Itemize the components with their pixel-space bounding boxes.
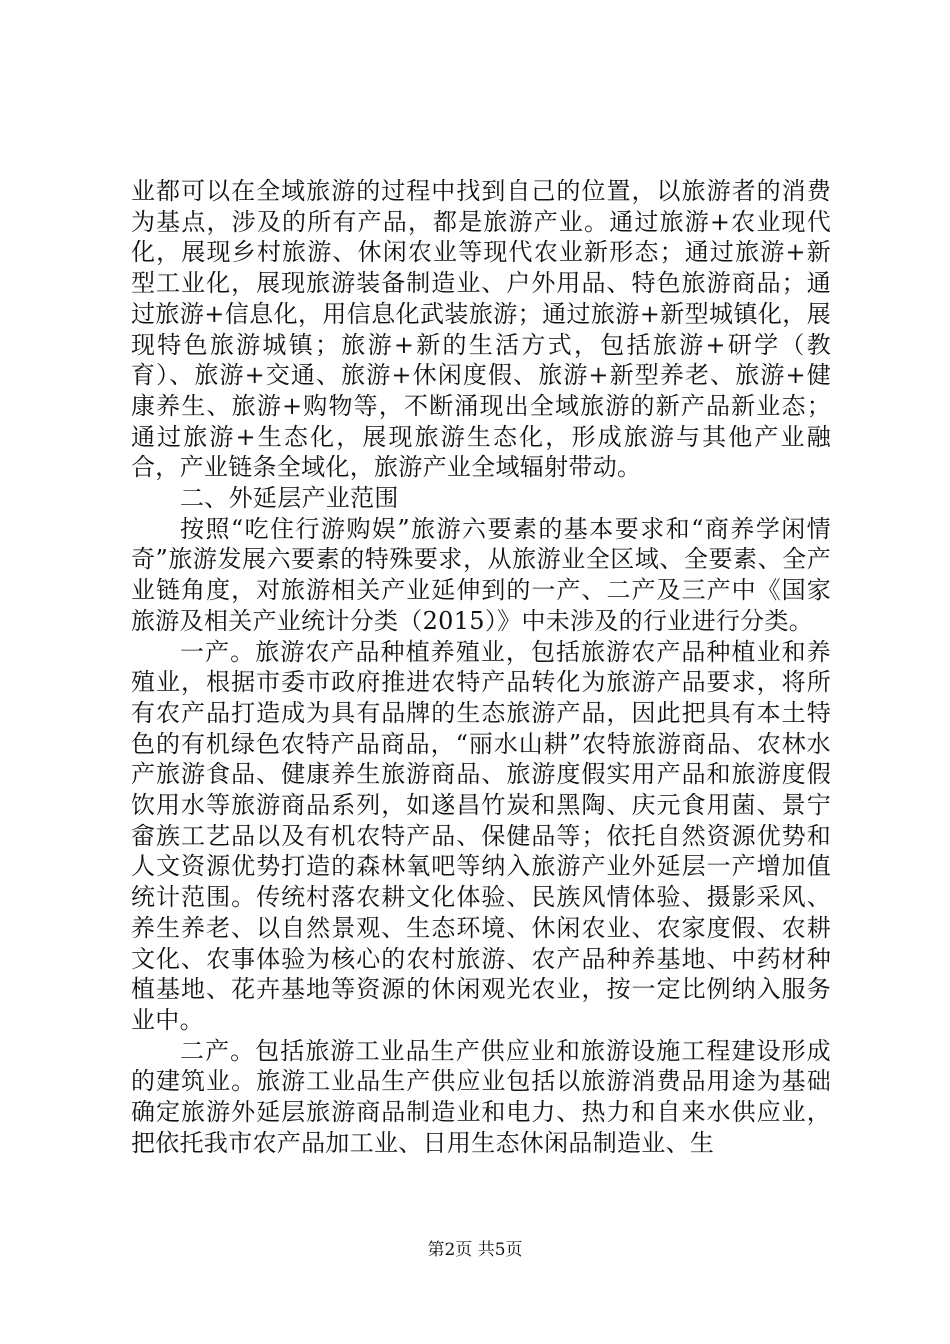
paragraph-secondary-industry: 二产。包括旅游工业品生产供应业和旅游设施工程建设形成的建筑业。旅游工业品生产供应业包括以旅游消费品用途为基础确定旅游外延层旅游商品制造业和电力、热力和自来水供应业，把依托我市农产品加工业、日用生态休闲品制造业、生 [131, 1036, 831, 1157]
document-body [131, 176, 831, 1159]
page-footer: 第2页 共5页 [427, 1240, 523, 1260]
paragraph-primary-industry: 一产。旅游农产品种植养殖业，包括旅游农产品种植业和养殖业，根据市委市政府推进农特产品转化为旅游产品要求，将所有农产品打造成为具有品牌的生态旅游产品，因此把具有本土特色的有机绿色农特产品商品，“丽水山耕”农特旅游商品、农林水产旅游食品、健康养生旅游商品、旅游度假实用产品和旅游度假饮用水等旅游商品系列，如遂昌竹炭和黑陶、庆元食用菌、景宁畲族工艺品以及有机农特产品、保健品等；依托自然资源优势和人文资源优势打造的森林氧吧等纳入旅游产业外延层一产增加值统计范围。传统村落农耕文化体验、民族风情体验、摄影采风、养生养老、以自然景观、生态环境、休闲农业、农家度假、农耕文化、农事体验为核心的农村旅游、农产品种养基地、中药材种植基地、花卉基地等资源的休闲观光农业，按一定比例纳入服务业中。 [131, 637, 831, 1034]
section-heading: 二、外延层产业范围 [180, 484, 399, 513]
paragraph-scope-intro: 按照“吃住行游购娱”旅游六要素的基本要求和“商养学闲情奇”旅游发展六要素的特殊要求，从旅游业全区域、全要素、全产业链角度，对旅游相关产业延伸到的一产、二产及三产中《国家旅游及相关产业统计分类（2015）》中未涉及的行业进行分类。 [131, 514, 831, 635]
paragraph-continuation: 业都可以在全域旅游的过程中找到自己的位置，以旅游者的消费为基点，涉及的所有产品，都是旅游产业。通过旅游+农业现代化，展现乡村旅游、休闲农业等现代农业新形态；通过旅游+新型工业化，展现旅游装备制造业、户外用品、特色旅游商品；通过旅游+信息化，用信息化武装旅游；通过旅游+新型城镇化，展现特色旅游城镇；旅游+新的生活方式，包括旅游+研学（教育）、旅游+交通、旅游+休闲度假、旅游+新型养老、旅游+健康养生、旅游+购物等，不断涌现出全域旅游的新产品新业态；通过旅游+生态化，展现旅游生态化，形成旅游与其他产业融合，产业链条全域化，旅游产业全域辐射带动。 [131, 177, 831, 482]
